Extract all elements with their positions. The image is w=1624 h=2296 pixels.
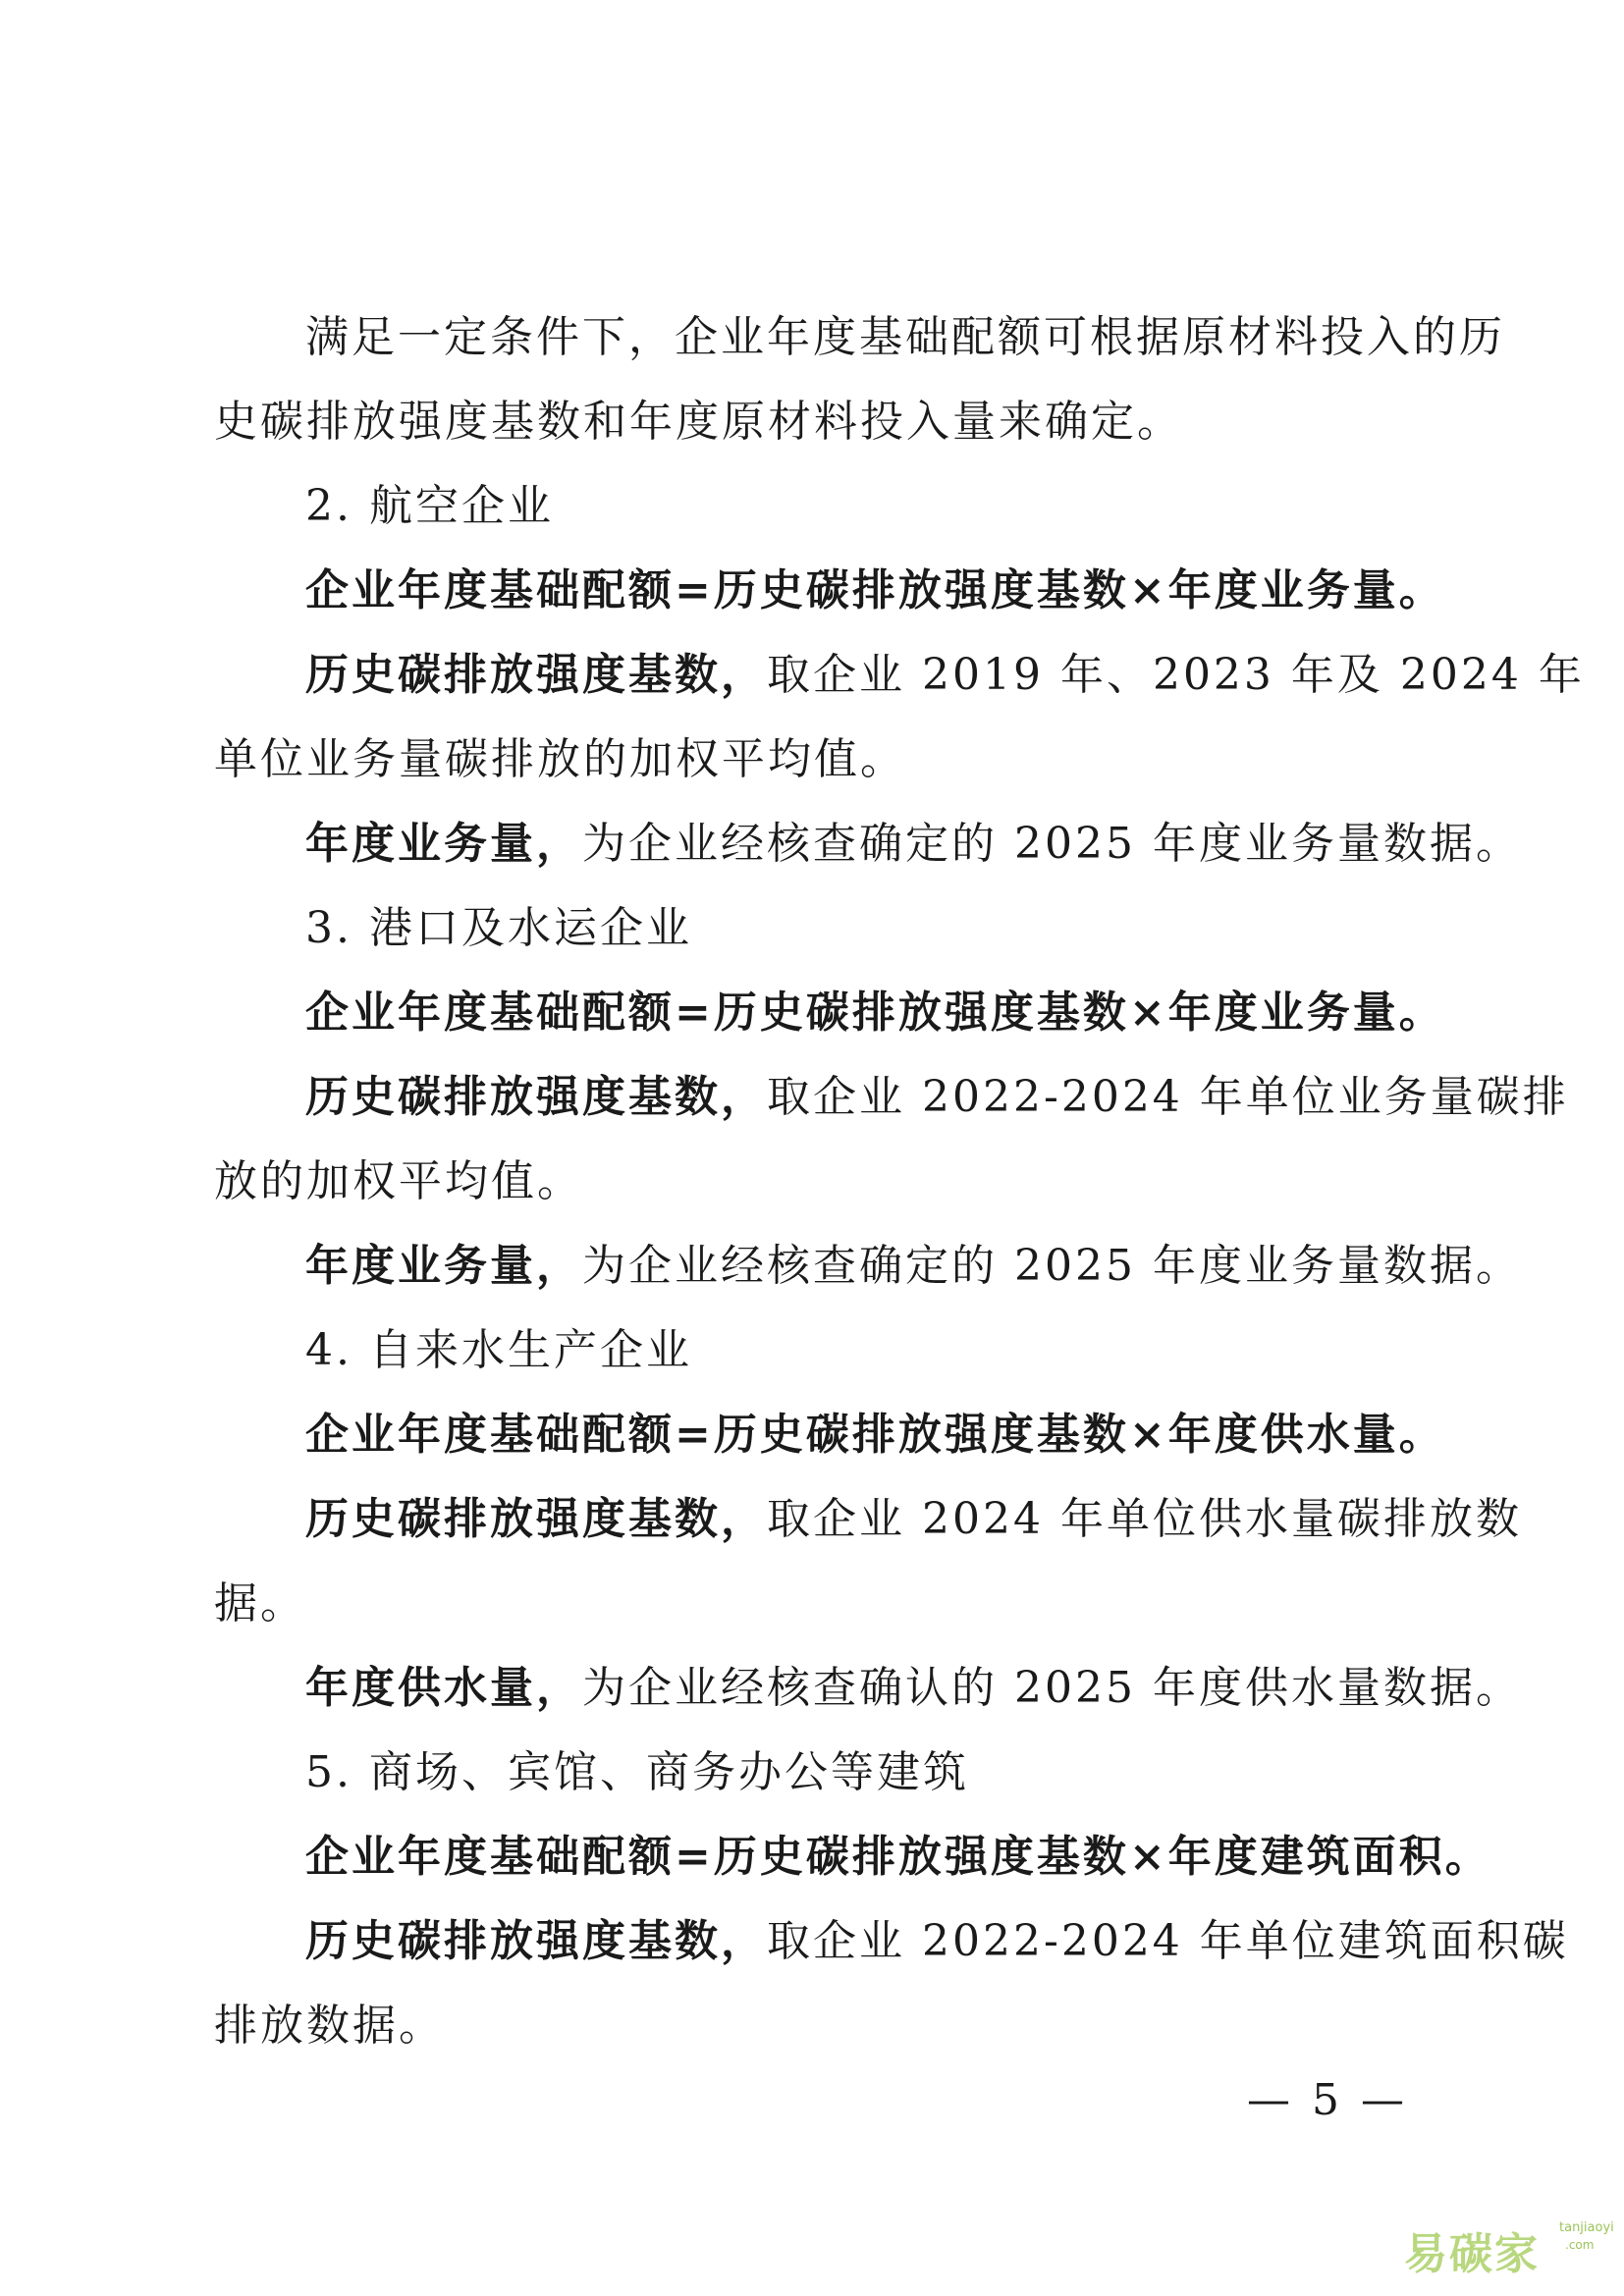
paragraph-line: 满足一定条件下，企业年度基础配额可根据原材料投入的历 bbox=[305, 312, 1505, 362]
paragraph-line: 排放数据。 bbox=[214, 2001, 445, 2051]
definition-line bbox=[305, 646, 1585, 705]
watermark-logo bbox=[1404, 2211, 1614, 2279]
definition-line bbox=[305, 1490, 1522, 1549]
formula-line: 企业年度基础配额=历史碳排放强度基数×年度业务量。 bbox=[305, 565, 1445, 615]
term-bold: 历史碳排放强度基数， bbox=[305, 650, 767, 700]
term-text: 取企业 2024 年单位供水量碳排放数 bbox=[767, 1494, 1522, 1544]
term-text: 为企业经核查确认的 2025 年度供水量数据。 bbox=[582, 1663, 1522, 1713]
term-text: 为企业经核查确定的 2025 年度业务量数据。 bbox=[582, 1241, 1522, 1291]
term-text: 取企业 2022-2024 年单位业务量碳排 bbox=[767, 1072, 1569, 1122]
formula-line: 企业年度基础配额=历史碳排放强度基数×年度供水量。 bbox=[305, 1410, 1445, 1460]
paragraph-line: 放的加权平均值。 bbox=[214, 1156, 583, 1206]
watermark-domain-suffix: .com bbox=[1565, 2238, 1595, 2252]
definition-line bbox=[305, 1068, 1569, 1127]
term-bold: 历史碳排放强度基数， bbox=[305, 1916, 767, 1966]
paragraph-line: 单位业务量碳排放的加权平均值。 bbox=[214, 734, 906, 784]
section-heading: 5. 商场、宾馆、商务办公等建筑 bbox=[305, 1747, 969, 1797]
definition-line bbox=[305, 1912, 1569, 1971]
definition-line bbox=[305, 815, 1522, 874]
watermark-domain: tanjiaoyi bbox=[1559, 2220, 1614, 2235]
section-heading: 3. 港口及水运企业 bbox=[305, 903, 692, 953]
term-bold: 历史碳排放强度基数， bbox=[305, 1072, 767, 1122]
term-text: 取企业 2019 年、2023 年及 2024 年 bbox=[767, 650, 1585, 700]
section-heading: 2. 航空企业 bbox=[305, 481, 554, 531]
term-text: 为企业经核查确定的 2025 年度业务量数据。 bbox=[582, 819, 1522, 869]
term-text: 取企业 2022-2024 年单位建筑面积碳 bbox=[767, 1916, 1569, 1966]
paragraph-line: 据。 bbox=[214, 1578, 306, 1629]
term-bold: 年度业务量， bbox=[305, 819, 582, 869]
formula-line: 企业年度基础配额=历史碳排放强度基数×年度建筑面积。 bbox=[305, 1832, 1491, 1882]
term-bold: 年度业务量， bbox=[305, 1241, 582, 1291]
page-number: — 5 — bbox=[1247, 2075, 1408, 2125]
term-bold: 历史碳排放强度基数， bbox=[305, 1494, 767, 1544]
paragraph-line: 史碳排放强度基数和年度原材料投入量来确定。 bbox=[214, 397, 1183, 447]
definition-line bbox=[305, 1659, 1522, 1718]
definition-line bbox=[305, 1237, 1522, 1296]
section-heading: 4. 自来水生产企业 bbox=[305, 1325, 692, 1375]
formula-line: 企业年度基础配额=历史碳排放强度基数×年度业务量。 bbox=[305, 988, 1445, 1038]
watermark-text: 易碳家 bbox=[1404, 2229, 1540, 2279]
term-bold: 年度供水量， bbox=[305, 1663, 582, 1713]
